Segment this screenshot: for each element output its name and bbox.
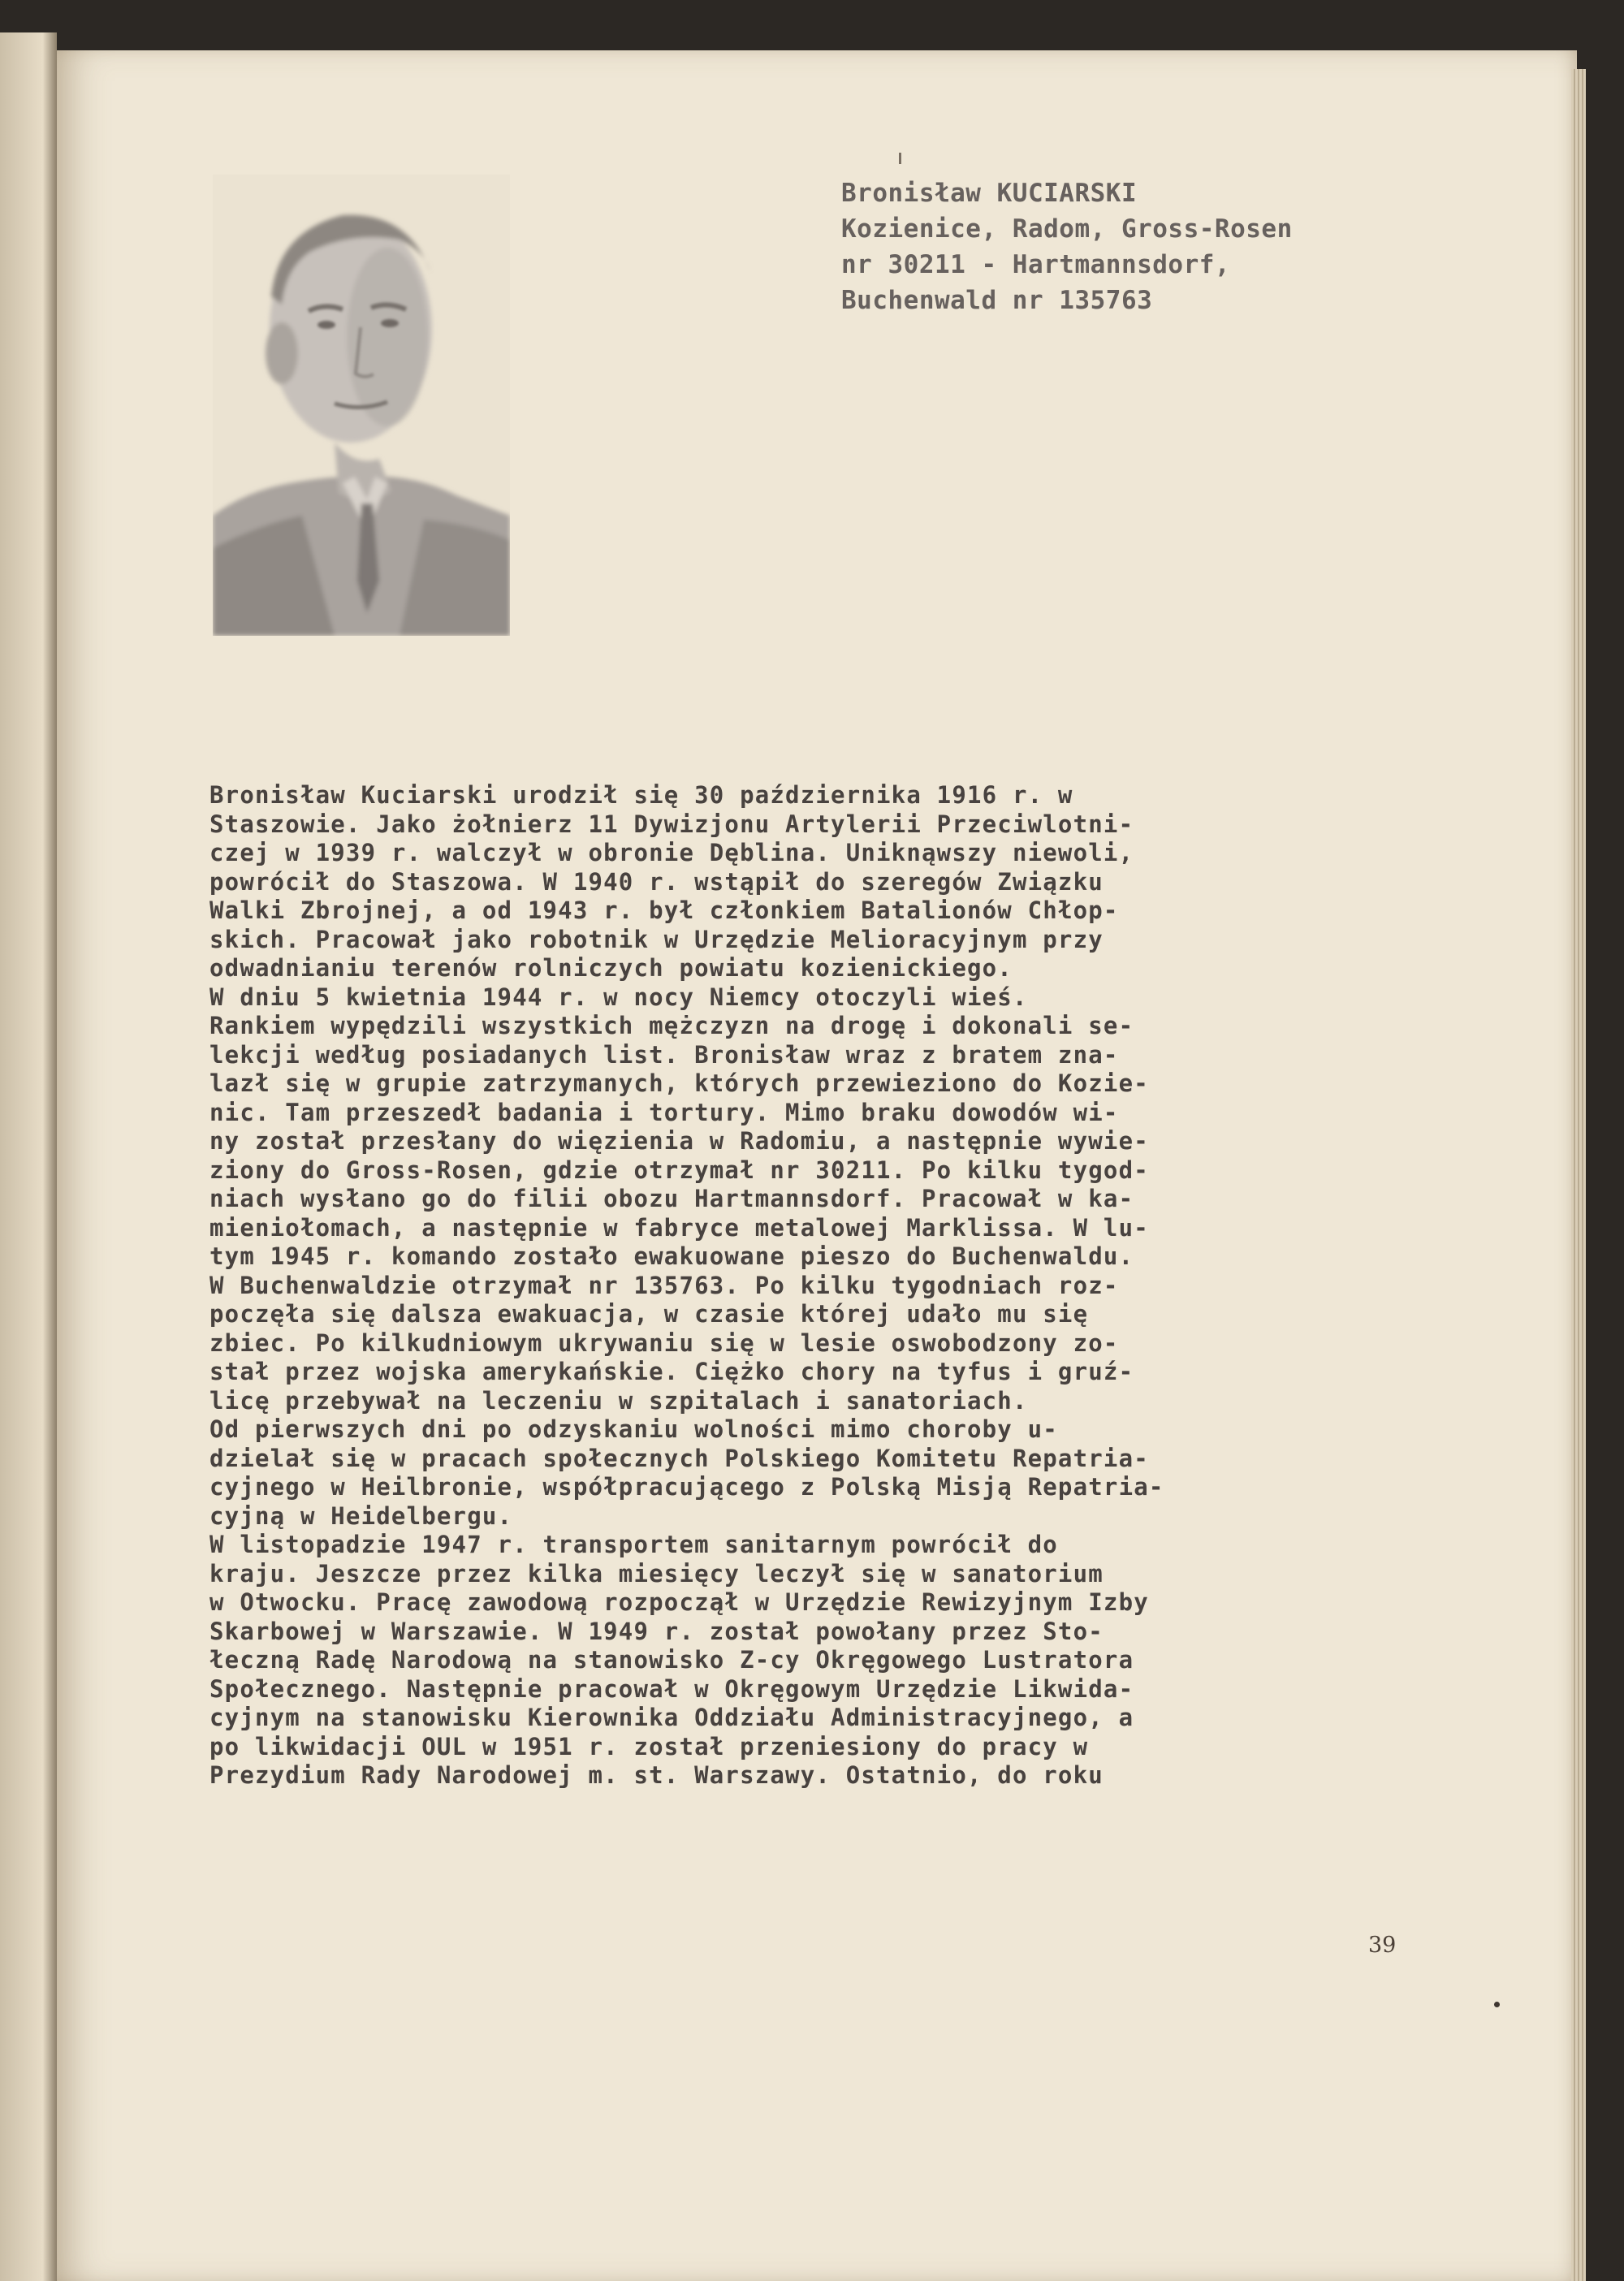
text-line: lazł się w grupie zatrzymanych, których przewieziono do Kozie-	[209, 1069, 1149, 1097]
text-line: zbiec. Po kilkudniowym ukrywaniu się w lesie oswobodzony zo-	[209, 1328, 1119, 1357]
page-number: 39	[1368, 1933, 1397, 1958]
facing-page-edge	[0, 32, 57, 2281]
text-line: czej w 1939 r. walczył w obronie Dęblina. Uniknąwszy niewoli,	[209, 839, 1134, 866]
text-line: stał przez wojska amerykańskie. Ciężko chory na tyfus i gruź-	[209, 1358, 1134, 1385]
header-name: Bronisław KUCIARSKI	[841, 179, 1138, 208]
text-line: Od pierwszych dni po odzyskaniu wolności mimo choroby u-	[209, 1415, 1058, 1443]
text-line: po likwidacji OUL w 1951 r. został przeniesiony do pracy w	[209, 1732, 1089, 1760]
text-line: lekcji według posiadanych list. Bronisław wraz z bratem zna-	[209, 1040, 1119, 1069]
ink-mark	[899, 153, 901, 164]
text-line: ny został przesłany do więzienia w Radomiu, a następnie wywie-	[209, 1127, 1149, 1155]
text-line: niach wysłano go do filii obozu Hartmannsdorf. Pracował w ka-	[209, 1185, 1134, 1212]
portrait-photo	[213, 175, 510, 636]
text-line: kraju. Jeszcze przez kilka miesięcy leczył się w sanatorium	[209, 1559, 1104, 1588]
text-line: W listopadzie 1947 r. transportem sanitarnym powrócił do	[209, 1531, 1058, 1558]
text-line: Skarbowej w Warszawie. W 1949 r. został powołany przez Sto-	[209, 1617, 1104, 1645]
person-header	[841, 175, 1458, 318]
text-line: Staszowie. Jako żołnierz 11 Dywizjonu Artylerii Przeciwlotni-	[209, 810, 1134, 838]
text-line: w Otwocku. Pracę zawodową rozpoczął w Urzędzie Rewizyjnym Izby	[209, 1588, 1149, 1616]
header-buchenwald: Buchenwald nr 135763	[841, 286, 1153, 315]
text-line: tym 1945 r. komando zostało ewakuowane pieszo do Buchenwaldu.	[209, 1242, 1134, 1270]
text-line: licę przebywał na leczeniu w szpitalach i sanatoriach.	[209, 1386, 1028, 1415]
text-line: Społecznego. Następnie pracował w Okręgowym Urzędzie Likwida-	[209, 1674, 1134, 1703]
text-line: Bronisław Kuciarski urodził się 30 października 1916 r. w	[209, 781, 1073, 809]
text-line: Walki Zbrojnej, a od 1943 r. był członkiem Batalionów Chłop-	[209, 896, 1119, 924]
text-line: W Buchenwaldzie otrzymał nr 135763. Po kilku tygodniach roz-	[209, 1271, 1119, 1299]
page-stack-edge	[1571, 69, 1586, 2281]
biography-text	[209, 781, 1427, 1791]
text-line: cyjnego w Heilbronie, współpracującego z Polską Misją Repatria-	[209, 1473, 1164, 1501]
text-line: ziony do Gross-Rosen, gdzie otrzymał nr 30211. Po kilku tygod-	[209, 1156, 1149, 1184]
text-line: W dniu 5 kwietnia 1944 r. w nocy Niemcy otoczyli wieś.	[209, 983, 1028, 1011]
text-line: poczęła się dalsza ewakuacja, w czasie której udało mu się	[209, 1300, 1089, 1328]
header-camp-numbers: nr 30211 - Hartmannsdorf,	[841, 250, 1231, 279]
text-line: mieniołomach, a następnie w fabryce metalowej Marklissa. W lu-	[209, 1213, 1149, 1242]
text-line: cyjnym na stanowisku Kierownika Oddziału Administracyjnego, a	[209, 1704, 1134, 1731]
text-line: dzielał się w pracach społecznych Polskiego Komitetu Repatria-	[209, 1444, 1149, 1472]
text-line: łeczną Radę Narodową na stanowisko Z-cy Okręgowego Lustratora	[209, 1646, 1134, 1674]
ink-dot	[1494, 2002, 1500, 2007]
text-line: cyjną w Heidelbergu.	[209, 1501, 513, 1530]
text-line: odwadnianiu terenów rolniczych powiatu kozienickiego.	[209, 954, 1013, 982]
header-places: Kozienice, Radom, Gross-Rosen	[841, 214, 1293, 244]
text-line: powrócił do Staszowa. W 1940 r. wstąpił do szeregów Związku	[209, 867, 1104, 896]
text-line: skich. Pracował jako robotnik w Urzędzie Melioracyjnym przy	[209, 925, 1104, 953]
text-line: Prezydium Rady Narodowej m. st. Warszawy. Ostatnio, do roku	[209, 1761, 1104, 1789]
text-line: Rankiem wypędzili wszystkich mężczyzn na drogę i dokonali se-	[209, 1012, 1134, 1039]
text-line: nic. Tam przeszedł badania i tortury. Mimo braku dowodów wi-	[209, 1098, 1119, 1126]
